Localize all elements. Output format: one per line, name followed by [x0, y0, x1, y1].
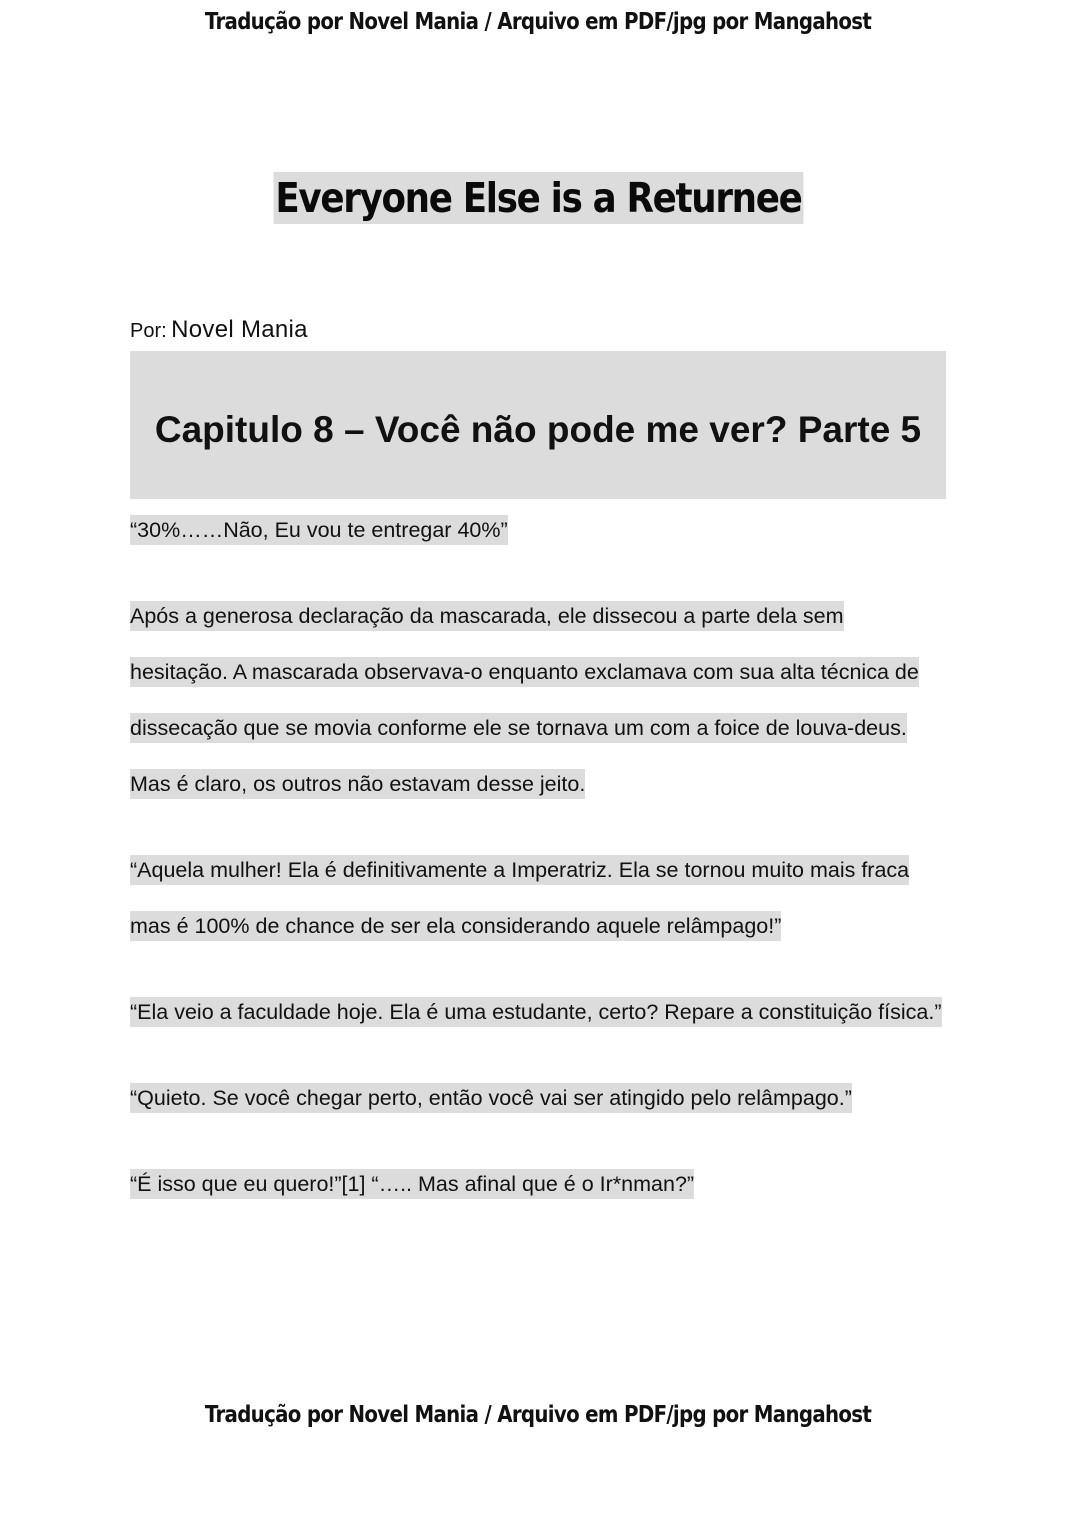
- paragraph-text: “É isso que eu quero!”[1] “….. Mas afinal que é o Ir*nman?”: [130, 1169, 694, 1199]
- book-title-container: [0, 172, 1076, 224]
- book-title: Everyone Else is a Returnee: [274, 174, 802, 222]
- paragraph: [130, 1070, 946, 1126]
- paragraph-text: “30%……Não, Eu vou te entregar 40%”: [130, 515, 508, 545]
- byline-author: Novel Mania: [171, 316, 308, 343]
- paragraph: [130, 588, 946, 812]
- chapter-body: [130, 502, 946, 1242]
- paragraph: [130, 984, 946, 1040]
- paragraph-text: “Ela veio a faculdade hoje. Ela é uma estudante, certo? Repare a constituição física.”: [130, 997, 942, 1027]
- paragraph-text: “Aquela mulher! Ela é definitivamente a Imperatriz. Ela se tornou muito mais fraca mas é 100% de chance de ser ela considerando aquele relâmpago!”: [130, 855, 909, 941]
- page-footer: Tradução por Novel Mania / Arquivo em PDF/jpg por Mangahost: [204, 1402, 872, 1428]
- paragraph-text: Após a generosa declaração da mascarada, ele dissecou a parte dela sem hesitação. A mascarada observava-o enquanto exclamava com sua alta técnica de dissecação que se movia conforme ele se tornava um com a foice de louva-deus. Mas é claro, os outros não estavam desse jeito.: [130, 601, 919, 799]
- paragraph: [130, 502, 946, 558]
- byline: [130, 316, 308, 344]
- chapter-title: Capitulo 8 – Você não pode me ver? Parte 5: [154, 409, 922, 450]
- paragraph: [130, 842, 946, 954]
- paragraph: [130, 1156, 946, 1212]
- byline-label: Por:: [130, 320, 167, 342]
- paragraph-text: “Quieto. Se você chegar perto, então você vai ser atingido pelo relâmpago.”: [130, 1083, 852, 1113]
- page-header: Tradução por Novel Mania / Arquivo em PDF/jpg por Mangahost: [204, 9, 872, 35]
- chapter-heading-box: [130, 351, 946, 499]
